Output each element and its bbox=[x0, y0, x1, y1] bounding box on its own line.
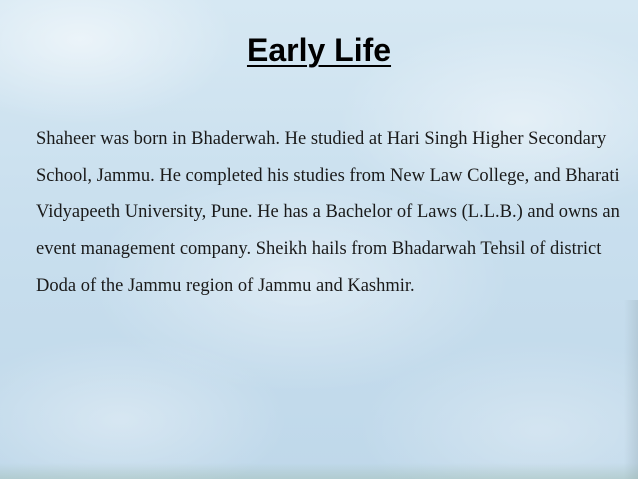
slide-body-text: Shaheer was born in Bhaderwah. He studied at Hari Singh Higher Secondary School, Jammu. He completed his studies from New Law College, and Bharati Vidyapeeth University, Pune. He has a Bachelor of Laws (L.L.B.) and owns an event management company. Sheikh hails from Bhadarwah Tehsil of district Doda of the Jammu region of Jammu and Kashmir. bbox=[36, 129, 620, 296]
background-decoration bbox=[624, 300, 638, 479]
background-decoration-bottom bbox=[0, 463, 638, 479]
slide-title: Early Life bbox=[246, 32, 392, 68]
